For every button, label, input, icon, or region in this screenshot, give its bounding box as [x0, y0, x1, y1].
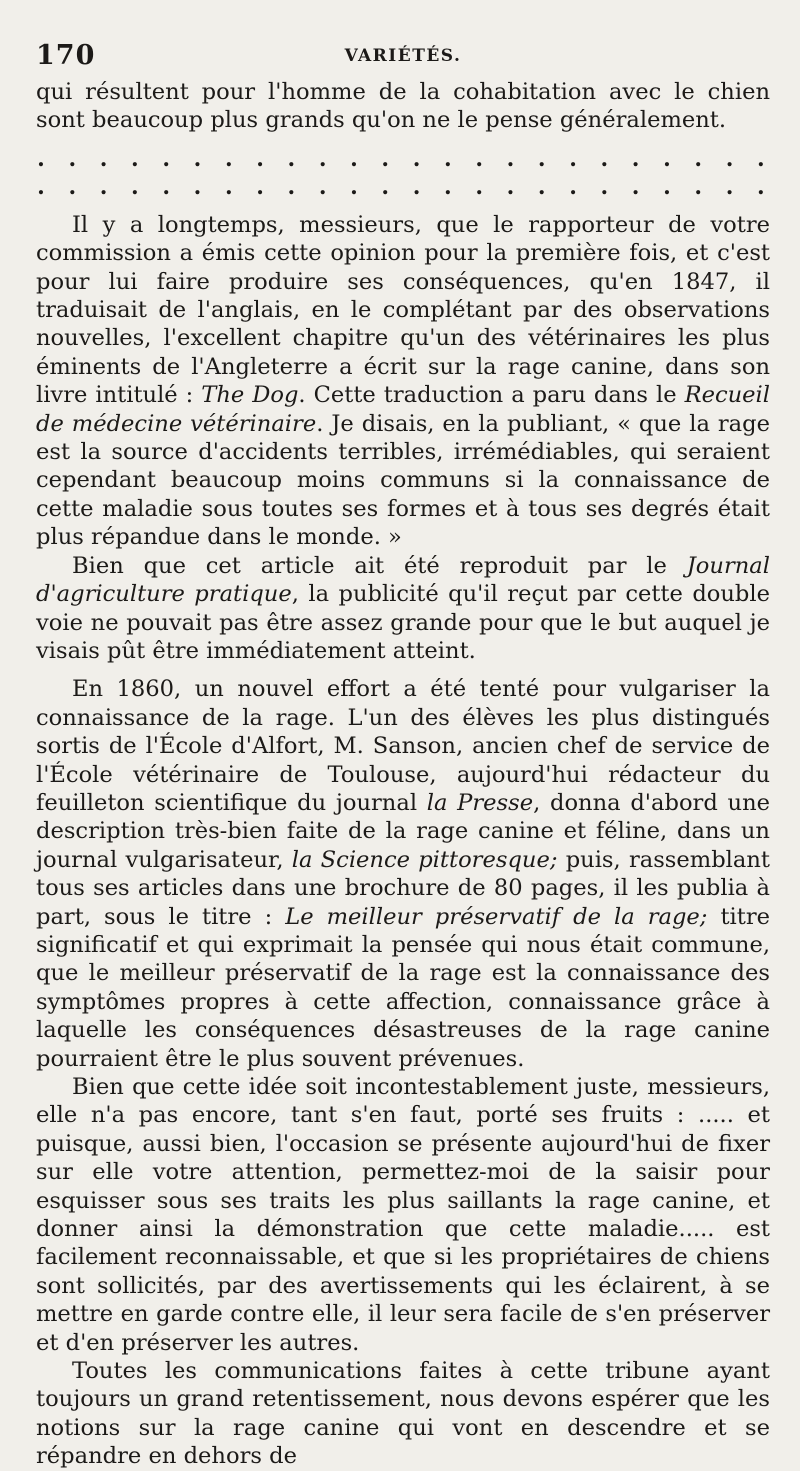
journal-title: la Presse: [426, 789, 534, 816]
journal-title: Journal d'agriculture pratique: [36, 552, 770, 608]
paragraph: En 1860, un nouvel effort a été tenté pour vulgariser la connaissance de la rage. L'un des élèves les plus distingués sortis de l'École d'Alfort, M. Sanson, ancien chef de service de l'École vétérinaire de Toulouse, aujourd'hui rédacteur du feuilleton scientifique du journal la Presse, donna d'abord une description très-bien faite de la rage canine et féline, dans un journal vulgarisateur, la Science pittoresque; puis, rassemblant tous ses articles dans une brochure de 80 pages, il les publia à part, sous le titre : Le meilleur préservatif de la rage; titre significatif et qui exprimait la pensée qui nous était commune, que le meilleur préservatif de la rage est la connaissance des symptômes propres à cette affection, connaissance grâce à laquelle les conséquences désastreuses de la rage canine pourraient être le plus souvent prévenues.: [36, 676, 770, 1072]
spacer: [36, 135, 770, 145]
running-head: VARIÉTÉS.: [344, 46, 462, 66]
paragraph: Il y a longtemps, messieurs, que le rapporteur de votre commission a émis cette opinion pour la première fois, et c'est pour lui faire produire ses conséquences, qu'en 1847, il traduisait de l'anglais, en le complétant par des observations nouvelles, l'excellent chapitre qu'un des vétérinaires les plus éminents de l'Angleterre a écrit sur la rage canine, dans son livre intitulé : The Dog. Cette traduction a paru dans le Recueil de médecine vétérinaire. Je disais, en la publiant, « que la rage est la source d'accidents terribles, irrémédiables, qui seraient cependant beaucoup moins communs si la connaissance de cette maladie sous toutes ses formes et à tous ses degrés était plus répandue dans le monde. »: [36, 211, 770, 551]
book-title: The Dog: [201, 382, 299, 409]
journal-title: Recueil de médecine vétérinaire: [36, 382, 770, 437]
ellipsis-row-2: . . . . . . . . . . . . . . . . . . . . . . . .: [37, 173, 765, 200]
paragraph-continued: qui résultent pour l'homme de la cohabitation avec le chien sont beaucoup plus grands qu'on ne le pense généralement.: [36, 79, 770, 134]
brochure-title: Le meilleur préservatif de la rage;: [285, 903, 708, 930]
body-text: [36, 78, 770, 1471]
paragraph: Bien que cet article ait été reproduit par le Journal d'agriculture pratique, la publicité qu'il reçut par cette double voie ne pouvait pas être assez grande pour que le but auquel je visais pût être immédiatement atteint.: [36, 552, 770, 664]
page-header: [36, 40, 770, 74]
page-number: 170: [36, 40, 96, 71]
journal-title: la Science pittoresque;: [291, 846, 558, 873]
spacer: [36, 665, 770, 675]
paragraph: Bien que cette idée soit incontestablement juste, messieurs, elle n'a pas encore, tant s'en faut, porté ses fruits : ..... et puisque, aussi bien, l'occasion se présente aujourd'hui de fixer sur elle votre attention, permettez-moi de la saisir pour esquisser sous ses traits les plus saillants la rage canine, et donner ainsi la démonstration que cette maladie..... est facilement reconnaissable, et que si les propriétaires de chiens sont sollicités, par des avertissements qui les éclairent, à se mettre en garde contre elle, il leur sera facile de s'en préserver et d'en préserver les autres.: [36, 1074, 770, 1356]
spacer: [36, 201, 770, 211]
paragraph: Toutes les communications faites à cette tribune ayant toujours un grand retentissement, nous devons espérer que les notions sur la rage canine qui vont en descendre et se répandre en dehors de: [36, 1358, 770, 1470]
ellipsis-row-1: . . . . . . . . . . . . . . . . . . . . . . . .: [37, 145, 765, 172]
